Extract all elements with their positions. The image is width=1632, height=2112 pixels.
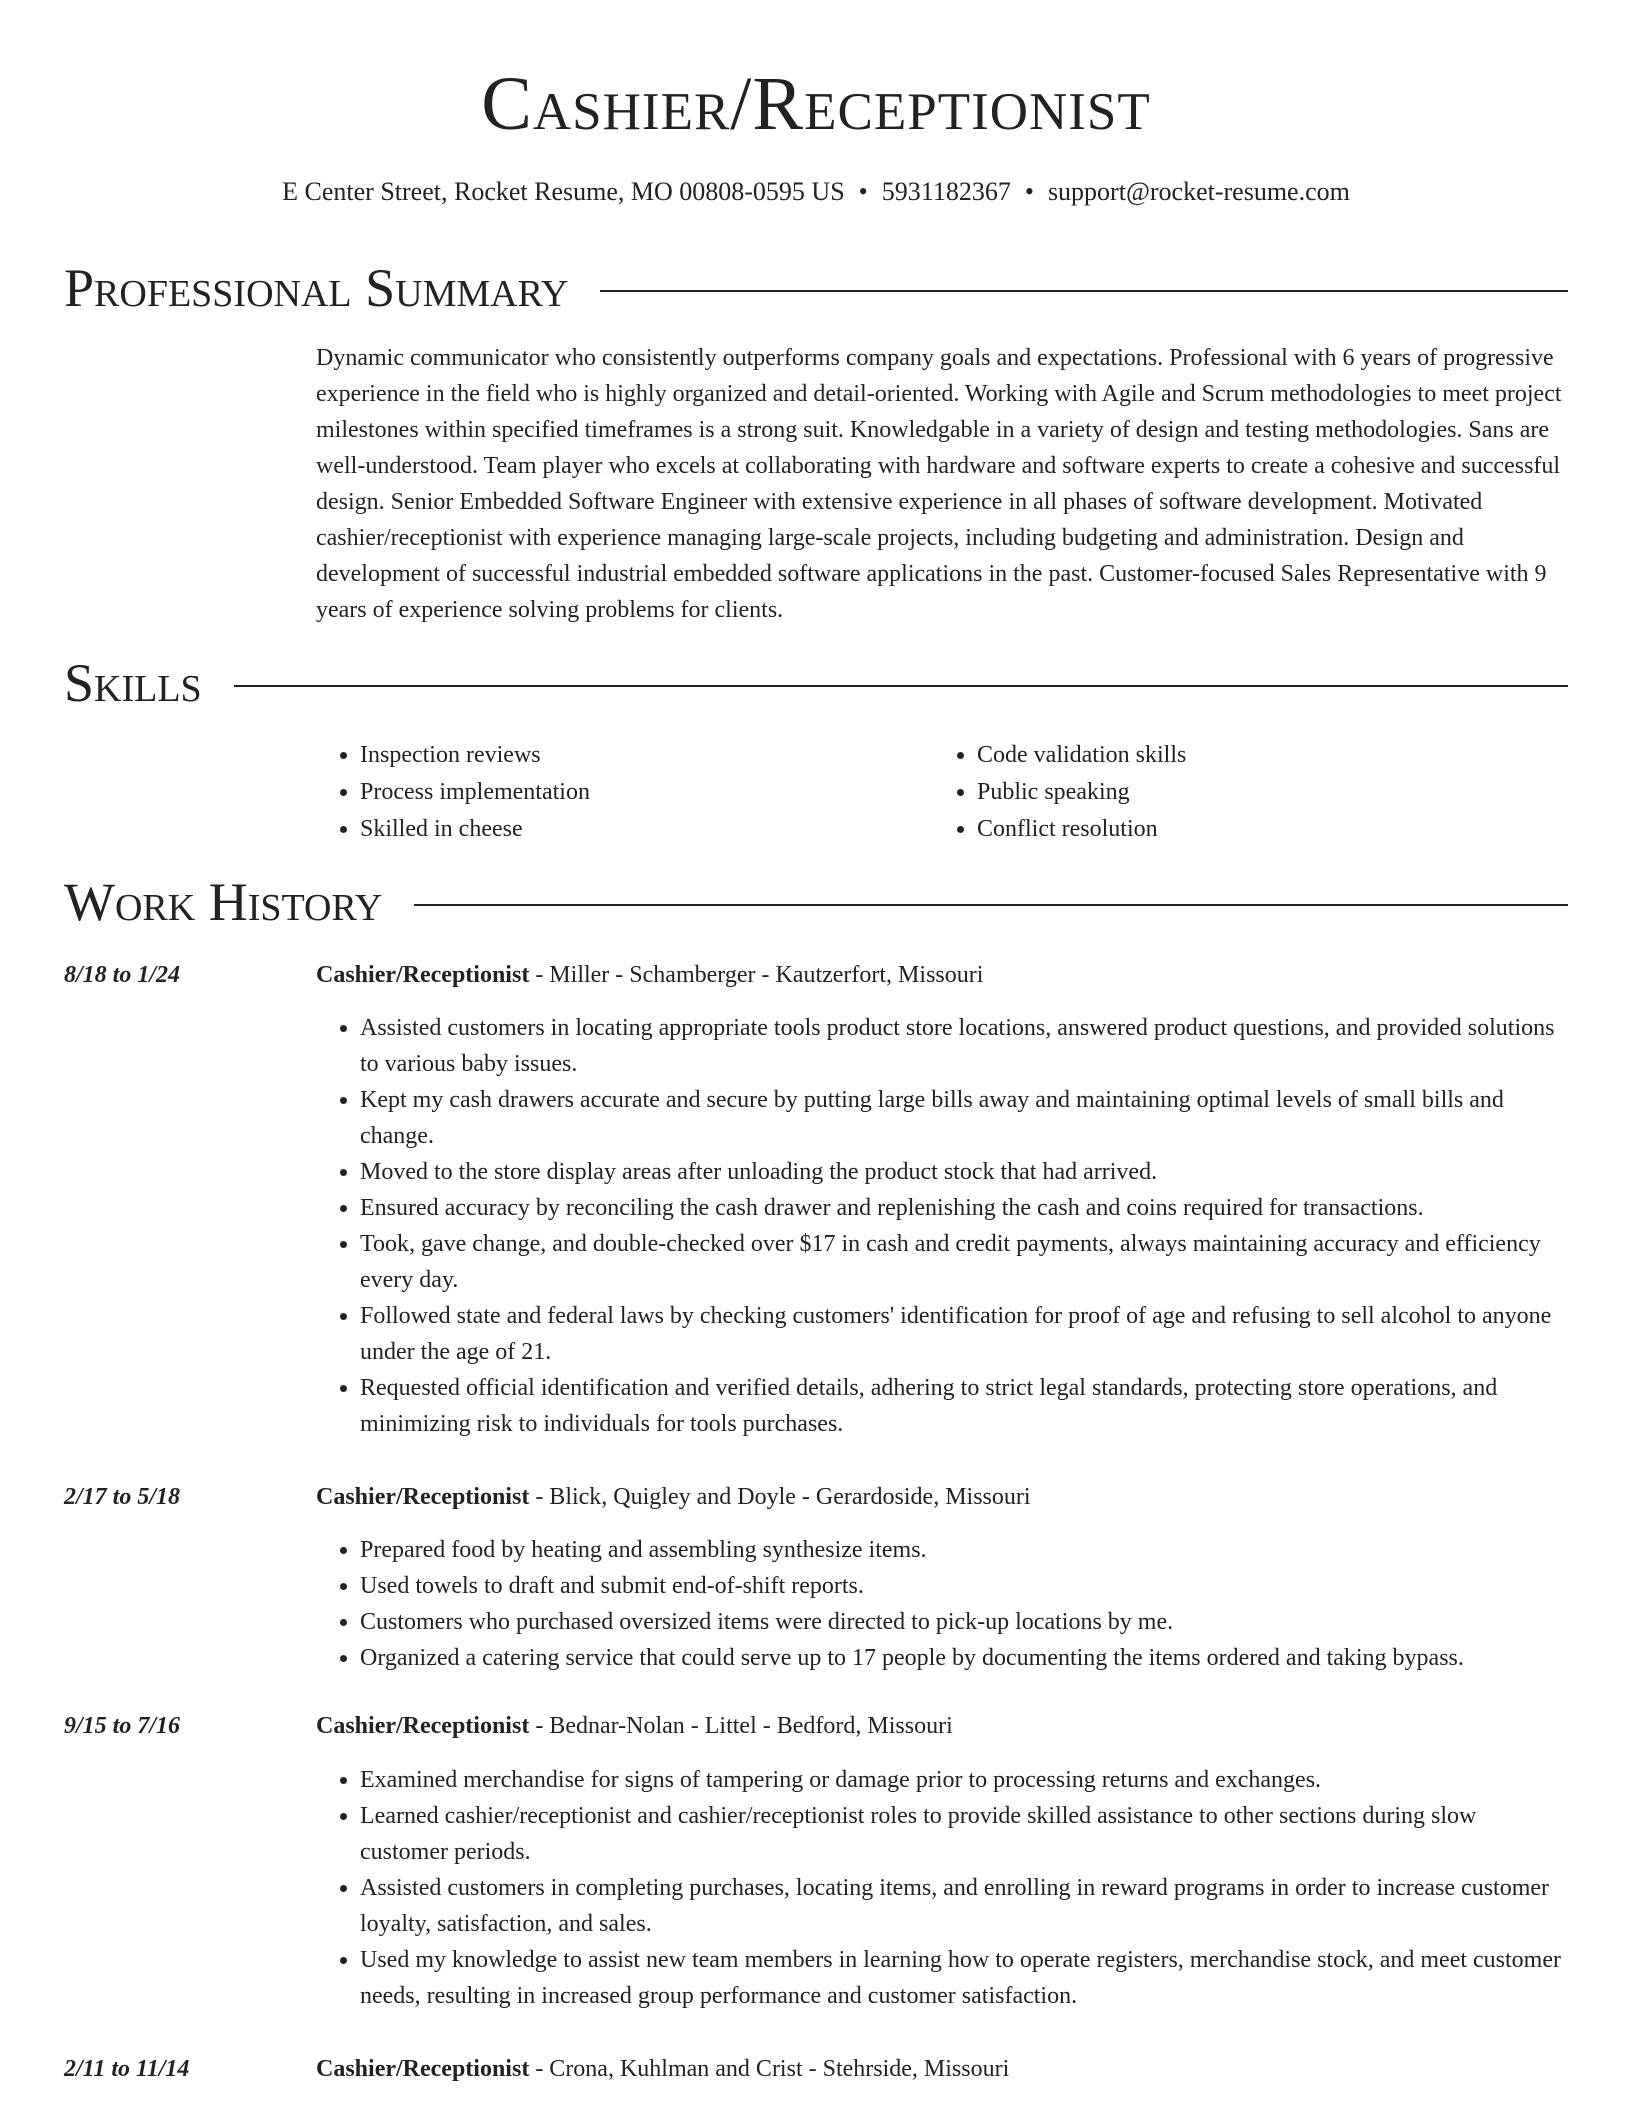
contact-separator: • bbox=[1024, 177, 1034, 206]
job-bullet: • Organized a catering service that could serve up to 17 people by documenting the items ordered and taking bypass. bbox=[360, 1640, 1570, 1676]
skill-item: • Process implementation bbox=[360, 774, 933, 811]
job-bullet: • Learned cashier/receptionist and cashier/receptionist roles to provide skilled assistance to other sections during slow customer periods. bbox=[360, 1798, 1570, 1870]
job-role: Cashier/Receptionist bbox=[316, 1484, 530, 1510]
skills-list bbox=[316, 737, 1570, 848]
job-bullets bbox=[316, 1010, 1570, 1442]
contact-separator: • bbox=[858, 177, 868, 206]
skill-item: • Code validation skills bbox=[977, 737, 1550, 774]
job-bullet: • Used my knowledge to assist new team members in learning how to operate registers, merchandise stock, and meet customer needs, resulting in increased group performance and customer satisfaction. bbox=[360, 1942, 1570, 2014]
job-employer: - Blick, Quigley and Doyle - Gerardoside, Missouri bbox=[529, 1484, 1031, 1510]
job-dates: 2/17 to 5/18 bbox=[64, 1484, 181, 1510]
skill-item: • Skilled in cheese bbox=[360, 811, 933, 848]
skill-item: • Inspection reviews bbox=[360, 737, 933, 774]
contact-line bbox=[0, 175, 1632, 209]
job-heading bbox=[316, 2051, 1009, 2087]
section-divider bbox=[600, 290, 1568, 292]
skills-title: Skills bbox=[64, 653, 202, 713]
job-employer: - Crona, Kuhlman and Crist - Stehrside, Missouri bbox=[529, 2056, 1010, 2082]
skills-column-right bbox=[933, 737, 1550, 848]
job-heading bbox=[316, 1708, 953, 1744]
work-section-header bbox=[64, 867, 1568, 937]
contact-email: support@rocket-resume.com bbox=[1047, 177, 1350, 206]
job-bullet: • Followed state and federal laws by checking customers' identification for proof of age and refusing to sell alcohol to anyone under the age of 21. bbox=[360, 1298, 1570, 1370]
job-heading bbox=[316, 957, 983, 993]
job-dates: 9/15 to 7/16 bbox=[64, 1713, 181, 1739]
job-employer: - Miller - Schamberger - Kautzerfort, Missouri bbox=[529, 962, 984, 988]
job-bullet: • Requested official identification and verified details, adhering to strict legal standards, protecting store operations, and minimizing risk to individuals for tools purchases. bbox=[360, 1370, 1570, 1442]
job-dates: 2/11 to 11/14 bbox=[64, 2056, 190, 2082]
contact-address: E Center Street, Rocket Resume, MO 00808-0595 US bbox=[282, 177, 845, 206]
section-divider bbox=[414, 904, 1568, 906]
summary-section-header bbox=[64, 253, 1568, 323]
job-bullet: • Examined merchandise for signs of tampering or damage prior to processing returns and exchanges. bbox=[360, 1762, 1570, 1798]
summary-text: Dynamic communicator who consistently outperforms company goals and expectations. Professional with 6 years of progressive experience in the field who is highly organized and detail-oriented. Working with Agile and Scrum methodologies to meet project milestones within specified timeframes is a strong suit. Knowledgable in a variety of design and testing methodologies. Sans are well-understood. Team player who excels at collaborating with hardware and software experts to create a cohesive and successful design. Senior Embedded Software Engineer with extensive experience in all phases of software development. Motivated cashier/receptionist with experience managing large-scale projects, including budgeting and administration. Design and development of successful industrial embedded software applications in the past. Customer-focused Sales Representative with 9 years of experience solving problems for clients. bbox=[316, 345, 1562, 623]
job-bullet: • Ensured accuracy by reconciling the cash drawer and replenishing the cash and coins required for transactions. bbox=[360, 1190, 1570, 1226]
job-bullets bbox=[316, 1532, 1570, 1676]
job-employer: - Bednar-Nolan - Littel - Bedford, Missouri bbox=[529, 1713, 953, 1739]
job-bullet: • Kept my cash drawers accurate and secure by putting large bills away and maintaining optimal levels of small bills and change. bbox=[360, 1082, 1570, 1154]
skill-item: • Conflict resolution bbox=[977, 811, 1550, 848]
job-bullet: • Prepared food by heating and assembling synthesize items. bbox=[360, 1532, 1570, 1568]
job-bullet: • Took, gave change, and double-checked over $17 in cash and credit payments, always maintaining accuracy and efficiency every day. bbox=[360, 1226, 1570, 1298]
job-bullet: • Moved to the store display areas after unloading the product stock that had arrived. bbox=[360, 1154, 1570, 1190]
work-title: Work History bbox=[64, 872, 383, 932]
job-bullet: • Used towels to draft and submit end-of-shift reports. bbox=[360, 1568, 1570, 1604]
job-role: Cashier/Receptionist bbox=[316, 1713, 530, 1739]
job-role: Cashier/Receptionist bbox=[316, 962, 530, 988]
job-bullet: • Customers who purchased oversized items were directed to pick-up locations by me. bbox=[360, 1604, 1570, 1640]
job-dates: 8/18 to 1/24 bbox=[64, 962, 181, 988]
contact-phone: 5931182367 bbox=[881, 177, 1011, 206]
job-bullet: • Assisted customers in completing purchases, locating items, and enrolling in reward programs in order to increase customer loyalty, satisfaction, and sales. bbox=[360, 1870, 1570, 1942]
job-bullet: • Assisted customers in locating appropriate tools product store locations, answered product questions, and provided solutions to various baby issues. bbox=[360, 1010, 1570, 1082]
job-heading bbox=[316, 1479, 1031, 1515]
summary-title: Professional Summary bbox=[64, 258, 569, 318]
resume-name: Cashier/Receptionist bbox=[481, 62, 1151, 146]
skills-section-header bbox=[64, 648, 1568, 718]
skill-item: • Public speaking bbox=[977, 774, 1550, 811]
job-role: Cashier/Receptionist bbox=[316, 2056, 530, 2082]
job-bullets bbox=[316, 1762, 1570, 2014]
skills-column-left bbox=[316, 737, 933, 848]
section-divider bbox=[234, 685, 1568, 687]
